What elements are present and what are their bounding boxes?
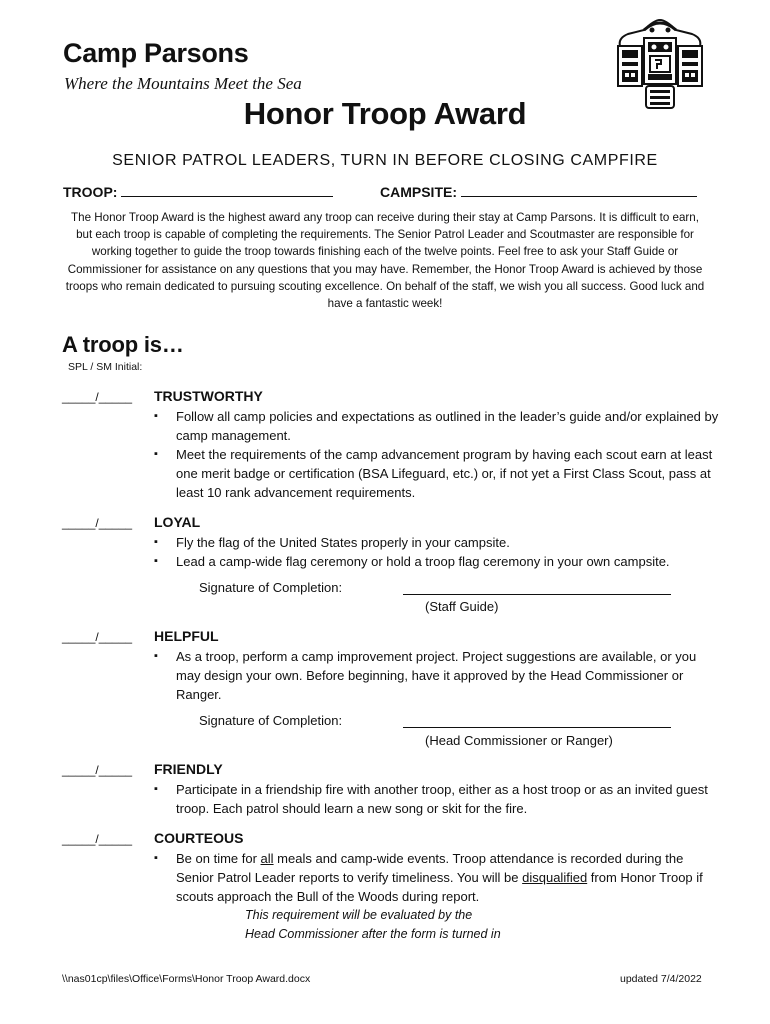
campsite-blank[interactable] [461, 183, 697, 197]
section-title: COURTEOUS [154, 830, 244, 846]
signer-label: (Head Commissioner or Ranger) [425, 733, 613, 748]
list-item: ▪ Participate in a friendship fire with another troop, either as a host troop or as an invited guest troop. Each patrol should learn a new song or skit for the fire. [154, 780, 722, 818]
intro-paragraph: The Honor Troop Award is the highest award any troop can receive during their stay at Camp Parsons. It is difficult to earn, but each troop is capable of completing the requirements. The Senior Patrol Leader and Scoutmaster are responsible for working together to guide the troop towards finishing each of the twelve points. Feel free to ask your Staff Guide or Commissioner for assistance on any questions that you may have. Remember, the Honor Troop Award is achieved by those troops who remain dedicated to pursuing scouting excellence. On behalf of the staff, we wish you all success. Good luck and have a fantastic week! [65, 211, 705, 311]
section-title: TRUSTWORTHY [154, 388, 263, 404]
list-item: ▪ Be on time for all meals and camp-wide events. Troop attendance is recorded during the Senior Patrol Leader reports to verify timeliness. You will be disqualified from Honor Troop if scouts approach the Bull of the Woods during report. [154, 849, 722, 906]
emphasis-all: all [260, 851, 274, 866]
signature-label: Signature of Completion: [199, 713, 343, 728]
list-item: ▪ Lead a camp-wide flag ceremony or hold a troop flag ceremony in your own campsite. [154, 552, 722, 571]
section-title: FRIENDLY [154, 761, 223, 777]
award-title: Honor Troop Award [243, 96, 527, 131]
initial-label: SPL / SM Initial: [68, 361, 143, 373]
list-item: ▪ Fly the flag of the United States properly in your campsite. [154, 533, 722, 552]
initial-blank[interactable]: _____/_____ [62, 516, 133, 530]
initial-blank[interactable]: _____/_____ [62, 832, 133, 846]
campsite-field[interactable] [380, 183, 697, 200]
troop-field[interactable] [63, 183, 333, 200]
footer-file-path: \\nas01cp\files\Office\Forms\Honor Troop Award.docx [62, 973, 311, 985]
evaluation-note-line-2: Head Commissioner after the form is turned in [245, 927, 501, 941]
camp-name: Camp Parsons [63, 38, 249, 68]
signature-label: Signature of Completion: [199, 580, 343, 595]
emphasis-disqualified: disqualified [522, 870, 588, 885]
initial-blank[interactable]: _____/_____ [62, 390, 133, 404]
section-heading: A troop is… [62, 332, 184, 357]
section-title: HELPFUL [154, 628, 219, 644]
list-item: ▪ As a troop, perform a camp improvement project. Project suggestions are available, or you may design your own. Before beginning, have it approved by the Head Commissioner or Ranger. [154, 647, 722, 704]
section-title: LOYAL [154, 514, 201, 530]
evaluation-note-line-1: This requirement will be evaluated by the [245, 908, 473, 922]
camp-tagline: Where the Mountains Meet the Sea [64, 74, 302, 93]
campsite-label: CAMPSITE: [380, 184, 457, 200]
signer-label: (Staff Guide) [425, 599, 499, 614]
list-item: ▪ Follow all camp policies and expectations as outlined in the leader’s guide and/or explained by camp management. [154, 407, 722, 445]
initial-blank[interactable]: _____/_____ [62, 763, 133, 777]
initial-blank[interactable]: _____/_____ [62, 630, 133, 644]
instruction-subtitle: SENIOR PATROL LEADERS, TURN IN BEFORE CLOSING CAMPFIRE [112, 152, 658, 169]
signature-line[interactable] [403, 594, 671, 595]
signature-line[interactable] [403, 727, 671, 728]
footer-updated-date: updated 7/4/2022 [620, 973, 702, 985]
troop-blank[interactable] [121, 183, 333, 197]
list-item: ▪ Meet the requirements of the camp advancement program by having each scout earn at least one merit badge or certification (BSA Lifeguard, etc.) or, if not yet a First Class Scout, pass at least 10 rank advancement requirements. [154, 445, 722, 502]
troop-label: TROOP: [63, 184, 118, 200]
